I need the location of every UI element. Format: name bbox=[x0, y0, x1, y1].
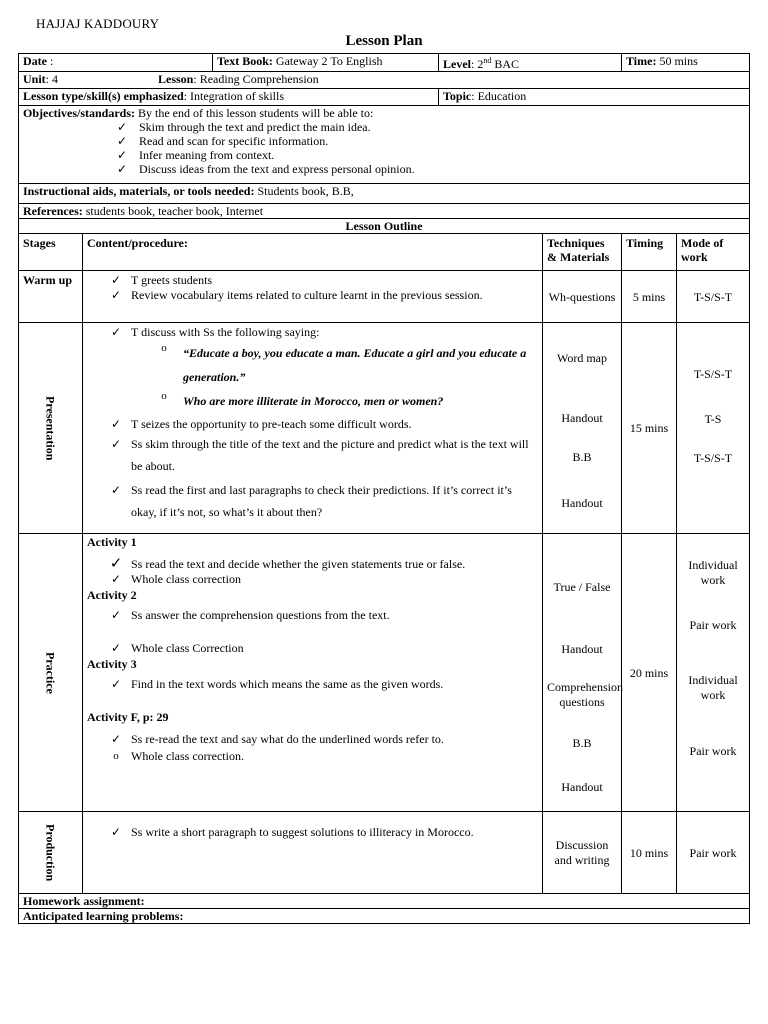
activity-3-title: Activity 3 bbox=[87, 657, 137, 671]
check-icon: ✓ bbox=[110, 825, 122, 839]
check-icon: ✓ bbox=[116, 148, 128, 162]
check-icon: ✓ bbox=[110, 732, 122, 746]
warmup-content: ✓ T greets students ✓ Review vocabulary items related to culture learnt in the previous session. bbox=[83, 271, 543, 323]
column-header-row bbox=[19, 234, 750, 271]
aids-cell: Instructional aids, materials, or tools needed: Students book, B.B, bbox=[19, 184, 750, 204]
time-cell: Time: 50 mins bbox=[622, 54, 750, 72]
check-icon: ✓ bbox=[110, 483, 122, 497]
activity-2-title: Activity 2 bbox=[87, 588, 137, 602]
practice-timing: 20 mins bbox=[622, 534, 677, 812]
warmup-timing: 5 mins bbox=[622, 271, 677, 323]
stage-production: Production bbox=[19, 812, 83, 894]
check-icon: ✓ bbox=[110, 417, 122, 431]
presentation-content: ✓ T discuss with Ss the following saying: o “Educate a boy, you educate a man. Educate a girl and you educate a generation.” o Who are more illiterate in Morocco, men or women? ✓ T seizes the opportunity to pre-teach some difficult words. ✓ Ss skim through the title of the text and the picture and predict what is the text will be about. ✓ Ss read the first and last paragraphs to check their predictions. If it’s correct it’s okay, if it’s not, so what’s it about then? bbox=[83, 323, 543, 534]
lesson-type-cell: Lesson type/skill(s) emphasized: Integration of skills bbox=[19, 89, 439, 106]
objective-item: Read and scan for specific information. bbox=[139, 134, 329, 148]
col-techniques: Techniques & Materials bbox=[543, 234, 622, 271]
check-icon: ✓ bbox=[110, 288, 122, 302]
production-technique: Discussion and writing bbox=[543, 812, 622, 894]
warmup-mode: T-S/S-T bbox=[677, 271, 750, 323]
check-icon: ✓ bbox=[109, 556, 123, 572]
lesson-outline-title: Lesson Outline bbox=[19, 219, 750, 234]
problems-row bbox=[19, 909, 750, 924]
circle-bullet-icon: o bbox=[161, 390, 167, 402]
page-title: Lesson Plan bbox=[345, 33, 423, 49]
production-timing: 10 mins bbox=[622, 812, 677, 894]
date-cell: Date : bbox=[19, 54, 213, 72]
check-icon: ✓ bbox=[116, 120, 128, 134]
header-row-3 bbox=[19, 89, 750, 106]
objective-item: Discuss ideas from the text and express personal opinion. bbox=[139, 162, 415, 176]
presentation-timing: 15 mins bbox=[622, 323, 677, 534]
stage-practice: Practice bbox=[19, 534, 83, 812]
check-icon: ✓ bbox=[110, 437, 122, 451]
outline-title-row bbox=[19, 219, 750, 234]
check-icon: ✓ bbox=[110, 325, 122, 339]
presentation-modes: T-S/S-T T-S T-S/S-T bbox=[677, 323, 750, 534]
col-content: Content/procedure: bbox=[83, 234, 543, 271]
references-row bbox=[19, 204, 750, 219]
production-content: ✓ Ss write a short paragraph to suggest solutions to illiteracy in Morocco. bbox=[83, 812, 543, 894]
check-icon: ✓ bbox=[110, 572, 122, 586]
lesson-plan-table bbox=[18, 53, 750, 924]
level-cell: Level: 2nd BAC bbox=[439, 54, 622, 72]
practice-techniques: True / False Handout Comprehension questions B.B Handout bbox=[543, 534, 622, 812]
header-row-2 bbox=[19, 72, 750, 89]
presentation-row bbox=[19, 323, 750, 534]
stage-warmup: Warm up bbox=[19, 271, 83, 323]
problems-label: Anticipated learning problems: bbox=[19, 909, 750, 924]
check-icon: ✓ bbox=[116, 134, 128, 148]
warmup-row bbox=[19, 271, 750, 323]
homework-row bbox=[19, 894, 750, 909]
circle-bullet-icon: o bbox=[113, 750, 119, 762]
production-row bbox=[19, 812, 750, 894]
warmup-technique: Wh-questions bbox=[543, 271, 622, 323]
check-icon: ✓ bbox=[110, 641, 122, 655]
activity-1-title: Activity 1 bbox=[87, 535, 137, 549]
col-stages: Stages bbox=[19, 234, 83, 271]
aids-row bbox=[19, 184, 750, 204]
production-mode: Pair work bbox=[677, 812, 750, 894]
textbook-cell: Text Book: Gateway 2 To English bbox=[213, 54, 439, 72]
activity-f-title: Activity F, p: 29 bbox=[87, 710, 169, 724]
objectives-row bbox=[19, 106, 750, 184]
author-name: HAJJAJ KADDOURY bbox=[36, 16, 160, 31]
homework-label: Homework assignment: bbox=[19, 894, 750, 909]
practice-modes: Individual work Pair work Individual work Pair work bbox=[677, 534, 750, 812]
objective-item: Infer meaning from context. bbox=[139, 148, 275, 162]
circle-bullet-icon: o bbox=[161, 342, 167, 354]
topic-cell: Topic: Education bbox=[439, 89, 750, 106]
objective-item: Skim through the text and predict the main idea. bbox=[139, 120, 371, 134]
check-icon: ✓ bbox=[110, 677, 122, 691]
check-icon: ✓ bbox=[116, 162, 128, 176]
col-timing: Timing bbox=[622, 234, 677, 271]
check-icon: ✓ bbox=[110, 273, 122, 287]
practice-content: Activity 1 ✓ Ss read the text and decide whether the given statements true or false. ✓ Whole class correction Activity 2 ✓ Ss answer the comprehension questions from the text. ✓ Whole class Correction Activity 3 ✓ Find in the text words which means the same as the given words. Activity F, p: 29 ✓ Ss re-read the text and say what do the underlined words refer to. o Whole class correction. bbox=[83, 534, 543, 812]
header-row-1 bbox=[19, 54, 750, 72]
references-cell: References: students book, teacher book, Internet bbox=[19, 204, 750, 219]
check-icon: ✓ bbox=[110, 608, 122, 622]
objectives-cell: Objectives/standards: By the end of this lesson students will be able to: ✓ Skim through the text and predict the main idea. ✓ Read and scan for specific information. ✓ Infer meaning from context. ✓ Discuss ideas from the text and express personal opinion. bbox=[19, 106, 750, 184]
unit-lesson-cell: Unit: 4 Lesson: Reading Comprehension bbox=[19, 72, 750, 89]
presentation-techniques: Word map Handout B.B Handout bbox=[543, 323, 622, 534]
stage-presentation: Presentation bbox=[19, 323, 83, 534]
practice-row bbox=[19, 534, 750, 812]
col-mode: Mode of work bbox=[677, 234, 750, 271]
